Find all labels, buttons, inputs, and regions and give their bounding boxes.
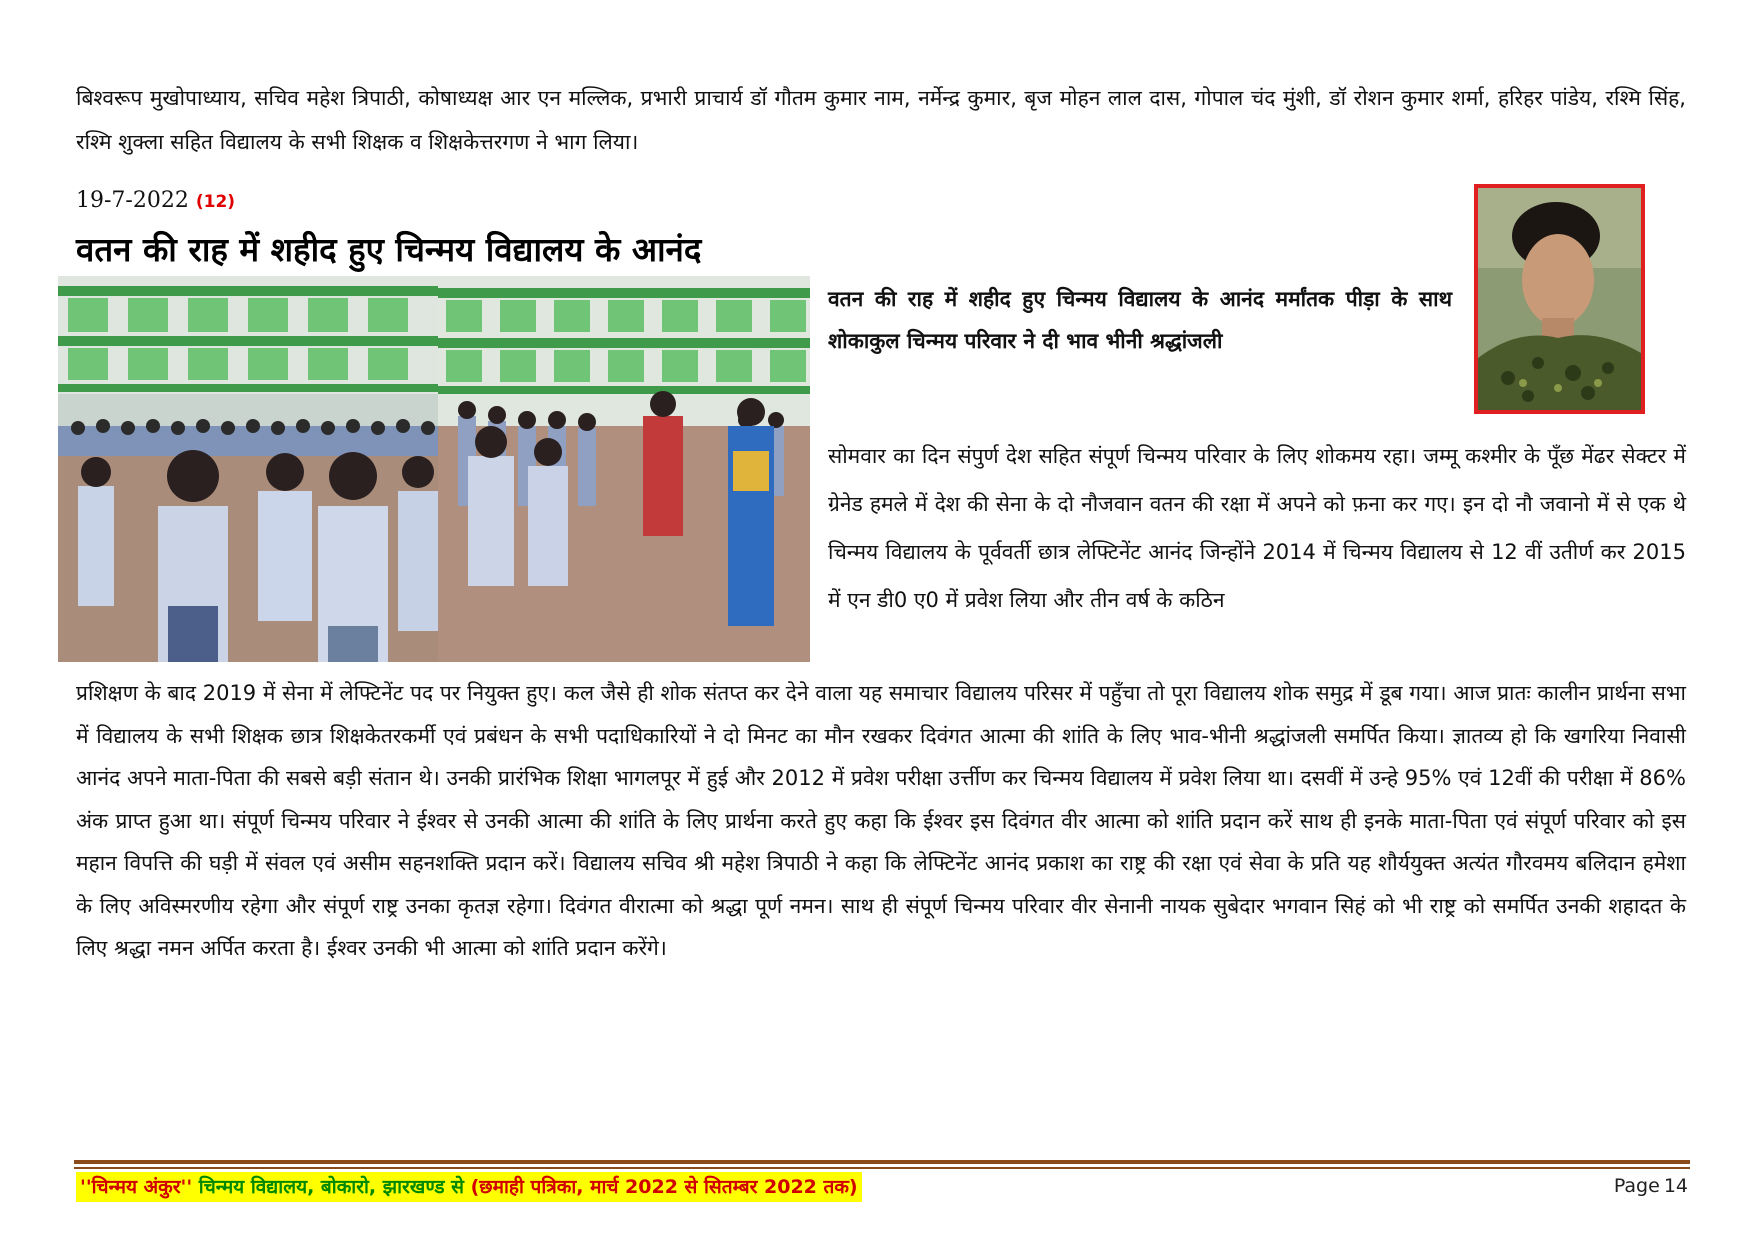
footer-school-name: चिन्मय विद्यालय, बोकारो, झारखण्ड से (198, 1176, 464, 1198)
article-dateline (76, 188, 235, 213)
footer-divider-thin (74, 1167, 1690, 1169)
article-body-opening: सोमवार का दिन संपुर्ण देश सहित संपूर्ण चिन्मय परिवार के लिए शोकमय रहा। जम्मू कश्मीर के पूँछ मेंढर सेक्टर में ग्रेनेड हमले में देश की सेना के दो नौजवान वतन की रक्षा में अपने को फ़ना कर गए। इन दो नौ जवानो में से एक थे चिन्मय विद्यालय के पूर्ववर्ती छात्र लेफ्टिनेंट आनंद जिन्होंने 2014 में चिन्मय विद्यालय से 12 वीं उतीर्ण कर 2015 में एन डी0 ए0 में प्रवेश लिया और तीन वर्ष के कठिन (828, 444, 1686, 612)
footer-period: (छमाही पत्रिका, मार्च 2022 से सितम्बर 2022 तक) (470, 1176, 858, 1198)
article-number: (12) (195, 192, 236, 212)
page-label: Page (1613, 1175, 1660, 1197)
footer-magazine-name: ''चिन्मय अंकुर'' (80, 1176, 193, 1198)
assembly-photos (58, 276, 810, 662)
article-headline: वतन की राह में शहीद हुए चिन्मय विद्यालय के आनंद (76, 230, 702, 269)
soldier-portrait (1474, 184, 1645, 414)
intro-paragraph: बिश्वरूप मुखोपाध्याय, सचिव महेश त्रिपाठी, कोषाध्यक्ष आर एन मल्लिक, प्रभारी प्राचार्य डॉ गौतम कुमार नाम, नर्मेन्द्र कुमार, बृज मोहन लाल दास, गोपाल चंद मुंशी, डॉ रोशन कुमार शर्मा, हरिहर पांडेय, रश्मि सिंह, रश्मि शुक्ला सहित विद्यालय के सभी शिक्षक व शिक्षकेत्तरगण ने भाग लिया। (76, 86, 1686, 154)
article-date: 19-7-2022 (76, 188, 189, 213)
page-number (1610, 1175, 1688, 1197)
footer-divider (74, 1160, 1690, 1164)
article-subheadline: वतन की राह में शहीद हुए चिन्मय विद्यालय के आनंद मर्मांतक पीड़ा के साथ शोकाकुल चिन्मय परिवार ने दी भाव भीनी श्रद्धांजली (828, 287, 1452, 353)
page-number-value: 14 (1663, 1175, 1688, 1197)
article-body-continued: प्रशिक्षण के बाद 2019 में सेना में लेफ्टिनेंट पद पर नियुक्त हुए। कल जैसे ही शोक संतप्त कर देने वाला यह समाचार विद्यालय परिसर में पहुँचा तो पूरा विद्यालय शोक समुद्र में डूब गया। आज प्रातः कालीन प्रार्थना सभा में विद्यालय के सभी शिक्षक छात्र शिक्षकेतरकर्मी एवं प्रबंधन के सभी पदाधिकारियों ने दो मिनट का मौन रखकर दिवंगत आत्मा की शांति के लिए भाव-भीनी श्रद्धांजली समर्पित किया। ज्ञातव्य हो कि खगरिया निवासी आनंद अपने माता-पिता की सबसे बड़ी संतान थे। उनकी प्रारंभिक शिक्षा भागलपूर में हुई और 2012 में प्रवेश परीक्षा उर्त्तीण कर चिन्मय विद्यालय में प्रवेश लिया था। दसवीं में उन्हे 95% एवं 12वीं की परीक्षा में 86% अंक प्राप्त हुआ था। संपूर्ण चिन्मय परिवार ने ईश्वर से उनकी आत्मा की शांति के लिए प्रार्थना करते हुए कहा कि ईश्वर इस दिवंगत वीर आत्मा को शांति प्रदान करें साथ ही इनके माता-पिता एवं संपूर्ण परिवार को इस महान विपत्ति की घड़ी में संवल एवं असीम सहनशक्ति प्रदान करें। विद्यालय सचिव श्री महेश त्रिपाठी ने कहा कि लेफ्टिनेंट आनंद प्रकाश का राष्ट्र की रक्षा एवं सेवा के प्रति यह शौर्ययुक्त अत्यंत गौरवमय बलिदान हमेशा के लिए अविस्मरणीय रहेगा और संपूर्ण राष्ट्र उनका कृतज्ञ रहेगा। दिवंगत वीरात्मा को श्रद्धा पूर्ण नमन। साथ ही संपूर्ण चिन्मय परिवार वीर सेनानी नायक सुबेदार भगवान सिहं को भी राष्ट्र को समर्पित उनकी शहादत के लिए श्रद्धा नमन अर्पित करता है। ईश्वर उनकी भी आत्मा को शांति प्रदान करेंगे। (76, 681, 1686, 960)
assembly-photo-students (58, 276, 438, 662)
assembly-photo-teachers (438, 276, 810, 662)
footer-magazine-credit (76, 1172, 862, 1202)
